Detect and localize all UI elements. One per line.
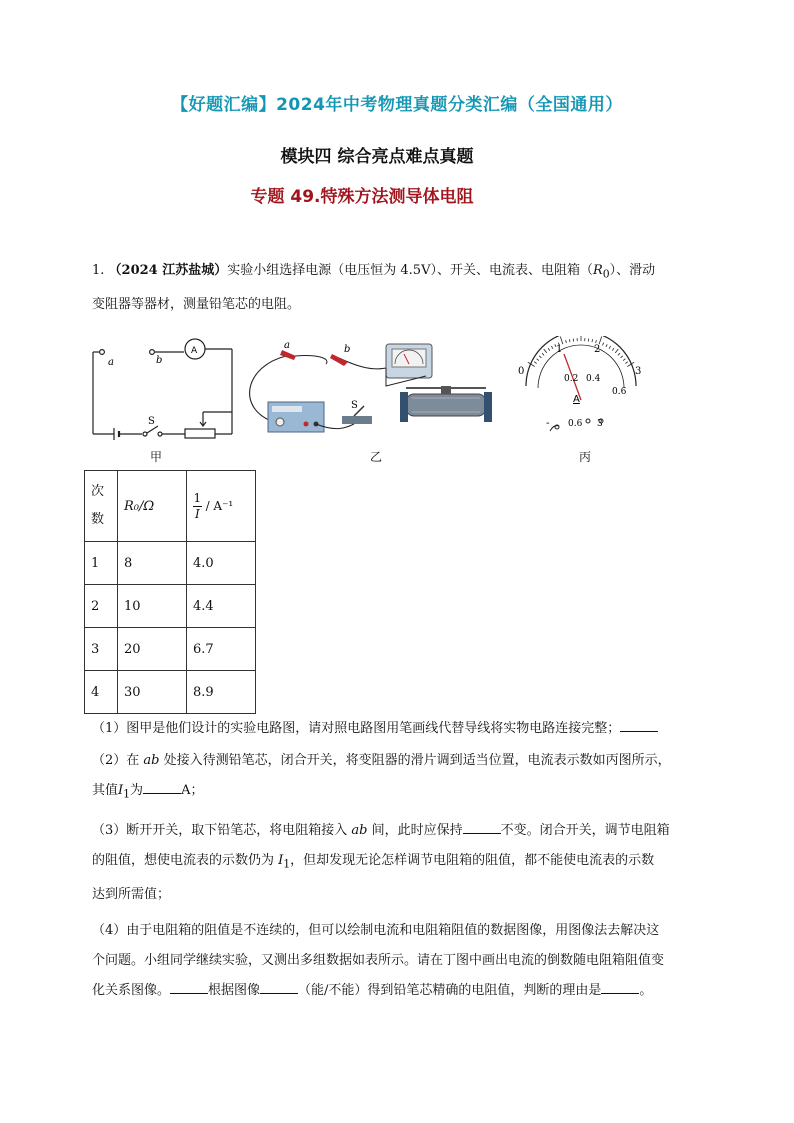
answer-blank[interactable]: [143, 781, 181, 794]
dial-label-1: 1: [556, 344, 563, 355]
question-source: （2024 江苏盐城）: [108, 263, 228, 278]
dial-tick: [539, 356, 541, 358]
dial-tick: [623, 359, 625, 361]
answer-blank[interactable]: [463, 821, 501, 834]
clip-b-label: b: [344, 344, 351, 355]
dial-label-0-2: 0.2: [564, 374, 579, 384]
terminal-0-6: 0.6: [568, 419, 583, 429]
data-table: [84, 470, 256, 714]
switch-label: S: [148, 416, 155, 427]
apparatus-switch-label: S: [351, 400, 358, 411]
experiment-figures: [86, 336, 706, 466]
terminal-minus: -: [546, 418, 550, 429]
caption-yi: 乙: [370, 450, 383, 464]
topic-title: 专题 49.特殊方法测导体电阻: [250, 187, 474, 207]
ammeter-dial: [526, 336, 636, 431]
terminal-b-label: b: [156, 355, 163, 366]
dial-label-3: 3: [635, 366, 642, 377]
dial-label-2: 2: [594, 344, 601, 355]
header-resistance: R₀/Ω: [118, 471, 187, 542]
dial-tick: [612, 348, 614, 351]
part-4: （4）由于电阻箱的阻值是不连续的，但可以绘制电流和电阻箱阻值的数据图像，用图像法去解决这 个问题。小组同学继续实验，又测出多组数据如表所示。请在丁图中画出电流的倒数随电阻箱阻值变 化关系图像。 根据图像 （能/不能）得到铅笔芯精确的电阻值，判断的理由是 。: [92, 923, 665, 998]
dial-tick: [537, 359, 539, 361]
dial-tick: [606, 344, 607, 347]
dial-label-0: 0: [518, 366, 525, 377]
dial-tick: [569, 339, 570, 342]
dial-tick: [542, 353, 544, 355]
dial-tick: [551, 346, 553, 349]
dial-tick: [548, 348, 550, 351]
table-row: 3 20 6.7: [85, 628, 256, 671]
dial-tick: [534, 362, 536, 364]
dial-tick: [625, 362, 627, 364]
module-title: 模块四 综合亮点难点真题: [280, 147, 474, 167]
part-3: （3）断开开关，取下铅笔芯，将电阻箱接入 ab 间，此时应保持 不变。闭合开关，调节电阻箱 的阻值，想使电流表的示数仍为 $I_1$，但却发现无论怎样调节电阻箱的阻值，都不能使电流表的示数 达到所需值；: [92, 823, 670, 902]
apparatus-drawing: [250, 344, 492, 432]
clip-a-label: a: [284, 340, 290, 351]
table-row: 2 10 4.4: [85, 585, 256, 628]
part-2: （2）在 ab 处接入待测铅笔芯，闭合开关，将变阻器的滑片调到适当位置，电流表示数如丙图所示， 其值$I_1$为 A；: [92, 753, 671, 801]
ammeter-symbol: A: [191, 346, 198, 356]
dial-tick: [621, 356, 623, 358]
caption-jia: 甲: [150, 450, 163, 464]
caption-bing: 丙: [579, 450, 592, 464]
answer-blank[interactable]: [170, 981, 208, 994]
document-title: 【好题汇编】2024年中考物理真题分类汇编（全国通用）: [171, 95, 623, 115]
dial-tick: [566, 340, 567, 343]
dial-tick: [618, 353, 620, 355]
header-trial: 次 数: [85, 471, 118, 542]
dial-unit-label: A: [573, 394, 580, 405]
dial-tick: [592, 339, 593, 342]
dial-tick: [599, 337, 602, 345]
table-row: 4 30 8.9: [85, 671, 256, 714]
part-1: （1）图甲是他们设计的实验电路图，请对照电路图用笔画线代替导线将实物电路连接完整；: [92, 714, 714, 744]
question-intro: 1. （2024 江苏盐城）实验小组选择电源（电压恒为 4.5V）、开关、电流表、电阻箱$(R_0)$、滑动 变阻器等器材，测量铅笔芯的电阻。: [92, 263, 656, 312]
answer-blank[interactable]: [260, 981, 298, 994]
dial-label-0-4: 0.4: [586, 374, 601, 384]
terminal-a-label: a: [108, 357, 114, 368]
header-inverse-current: $\frac{1}{I} / A^{-1}$: [187, 471, 256, 542]
dial-tick: [603, 343, 604, 346]
dial-tick: [609, 346, 611, 349]
table-header-row: [85, 471, 256, 542]
dial-label-0-6: 0.6: [612, 387, 627, 397]
table-row: 1 8 4.0: [85, 542, 256, 585]
circuit-diagram: [93, 339, 232, 440]
answer-blank[interactable]: [620, 719, 658, 732]
answer-blank[interactable]: [601, 981, 639, 994]
dial-tick: [544, 349, 547, 353]
dial-tick: [615, 349, 618, 353]
dial-tick: [560, 337, 563, 345]
terminal-3: 3: [597, 419, 603, 429]
dial-tick: [596, 340, 597, 343]
